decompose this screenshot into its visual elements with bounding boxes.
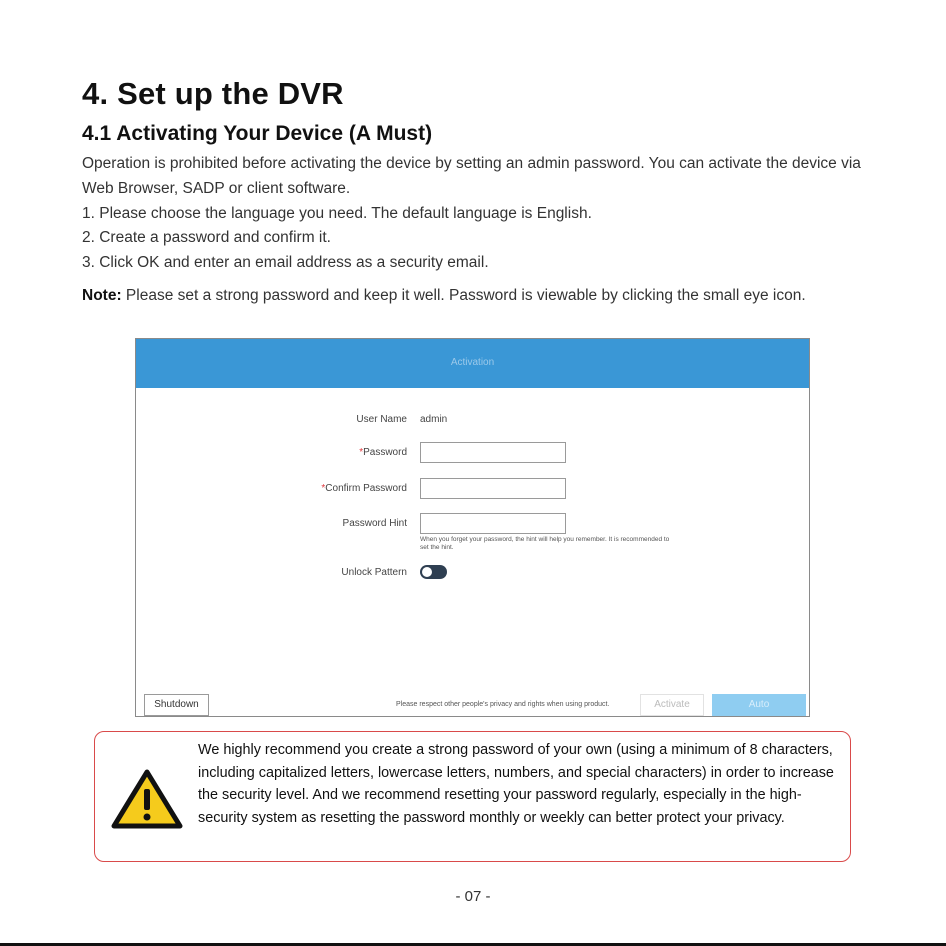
shutdown-button[interactable]: Shutdown: [144, 694, 209, 716]
warning-box: [94, 731, 851, 862]
toggle-knob: [422, 567, 432, 577]
step-2: 2. Create a password and confirm it.: [82, 229, 331, 246]
password-hint-help: When you forget your password, the hint will help you remember. It is recommended to set the hint.: [420, 536, 670, 551]
password-input[interactable]: [420, 442, 566, 463]
privacy-footnote: Please respect other people's privacy and rights when using product.: [396, 701, 610, 708]
user-name-value: admin: [420, 414, 448, 425]
dialog-header: [136, 339, 809, 388]
dialog-title: Activation: [450, 357, 495, 368]
note-text: Please set a strong password and keep it well. Password is viewable by clicking the small eye icon.: [121, 287, 806, 304]
step-3: 3. Click OK and enter an email address as a security email.: [82, 254, 489, 271]
confirm-password-label: *Confirm Password: [321, 483, 407, 494]
unlock-pattern-label: Unlock Pattern: [341, 567, 407, 578]
note-label: Note:: [82, 287, 122, 304]
note-paragraph: [82, 285, 872, 307]
required-mark: *: [321, 483, 326, 494]
step-1: 1. Please choose the language you need. The default language is English.: [82, 205, 592, 222]
password-hint-label: Password Hint: [342, 518, 407, 529]
password-label: *Password: [359, 447, 407, 458]
user-name-label: User Name: [356, 414, 407, 425]
section-heading: 4. Set up the DVR: [82, 76, 344, 111]
page-number: - 07 -: [455, 888, 491, 905]
subsection-heading: 4.1 Activating Your Device (A Must): [82, 122, 433, 145]
password-hint-input[interactable]: [420, 513, 566, 534]
unlock-pattern-toggle[interactable]: [420, 565, 447, 579]
warning-text: We highly recommend you create a strong password of your own (using a minimum of 8 characters, including capitalized letters, lowercase letters, numbers, and special characters) in order to increase the security level. And we recommend resetting your password regularly, especially in the high-security system as resetting the password monthly or weekly can better protect your privacy.: [198, 742, 834, 826]
warning-triangle-icon: [110, 767, 184, 831]
auto-button[interactable]: Auto: [712, 694, 806, 716]
confirm-password-input[interactable]: [420, 478, 566, 499]
activate-button[interactable]: Activate: [640, 694, 704, 716]
activation-dialog-screenshot: [135, 338, 810, 717]
intro-paragraph: Operation is prohibited before activating the device by setting an admin password. You can activate the device via Web Browser, SADP or client software.: [82, 155, 861, 197]
required-mark: *: [359, 447, 364, 458]
